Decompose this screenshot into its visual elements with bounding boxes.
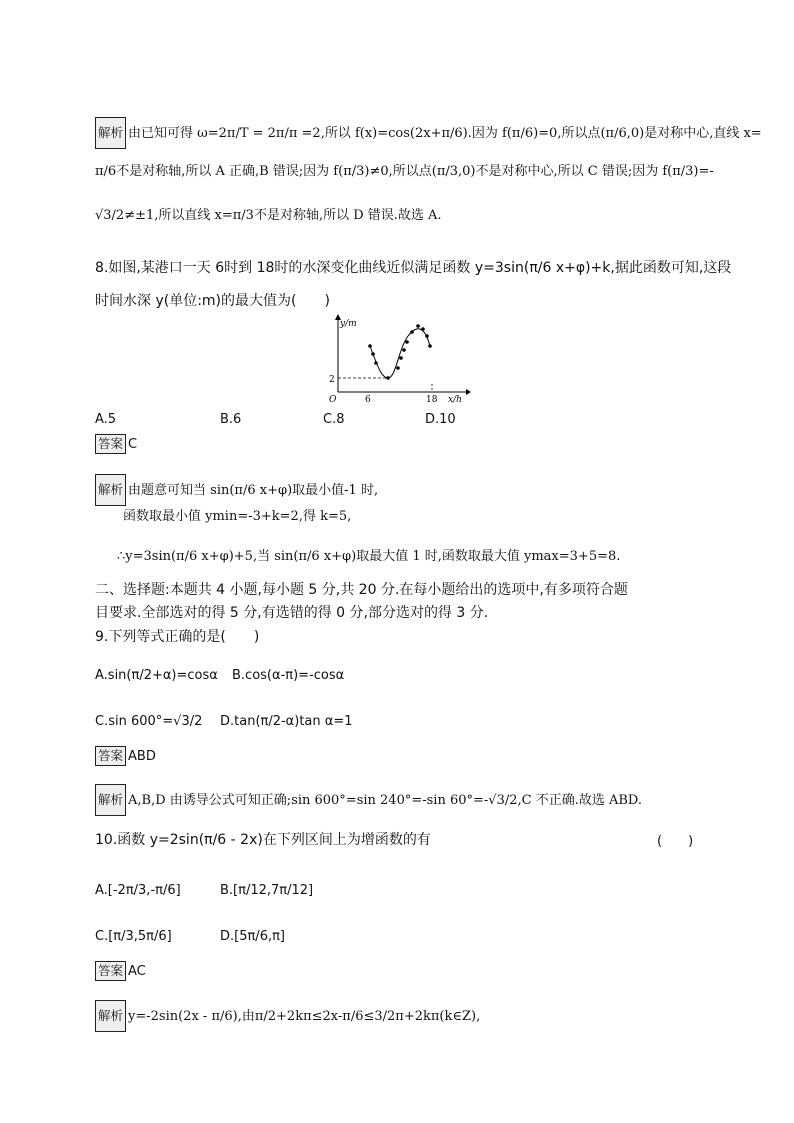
depth-curve	[370, 329, 430, 378]
analysis-tag: 解析	[95, 784, 126, 816]
analysis-tag: 解析	[95, 117, 126, 149]
curve-point	[399, 356, 403, 360]
q10-solution: 解析 y=-2sin(2x - π/6),由π/2+2kπ≤2x-π/6≤3/2π+2kπ(k∈Z),	[95, 1000, 480, 1032]
analysis-tag: 解析	[95, 474, 126, 506]
water-depth-graph	[326, 312, 471, 404]
q8-option-c: C.8	[323, 412, 345, 427]
q10-option-c: C.[π/3,5π/6]	[95, 929, 172, 944]
curve-point	[405, 340, 409, 344]
x-tick-label-18: 18	[426, 395, 438, 404]
curve-point	[371, 352, 375, 356]
curve-point	[396, 366, 400, 370]
curve-point	[421, 327, 425, 331]
analysis-tag: 解析	[95, 1000, 126, 1032]
q8-option-b: B.6	[220, 412, 242, 427]
q10-answer: 答案 AC	[95, 961, 146, 982]
q9-option-c: C.sin 600°=√3/2	[95, 714, 203, 729]
q9-option-d: D.tan(π/2-α)tan α=1	[220, 714, 353, 729]
section2-header-line1: 二、选择题:本题共 4 小题,每小题 5 分,共 20 分.在每小题给出的选项中,有多项符合题	[95, 582, 628, 598]
x-axis-label: x/h	[448, 395, 462, 404]
curve-point	[428, 344, 432, 348]
q8-sol-line1: 解析 由题意可知当 sin(π/6 x+φ)取最小值-1 时,	[95, 474, 378, 506]
curve-point	[425, 334, 429, 338]
q9-solution: 解析 A,B,D 由诱导公式可知正确;sin 600°=sin 240°=-sin 60°=-√3/2,C 不正确.故选 ABD.	[95, 784, 642, 816]
x-tick-label-6: 6	[365, 395, 371, 404]
q8-option-d: D.10	[425, 412, 456, 427]
q8-sol-line2: 函数取最小值 ymin=-3+k=2,得 k=5,	[123, 509, 352, 524]
y-tick-label: 2	[329, 375, 335, 385]
q10-stem: 10.函数 y=2sin(π/6 - 2x)在下列区间上为增函数的有	[95, 832, 431, 848]
origin-label: O	[329, 395, 337, 404]
sol7-line2: π/6不是对称轴,所以 A 正确,B 错误;因为 f(π/3)≠0,所以点(π/3,0)不是对称中心,所以 C 错误;因为 f(π/3)=-	[95, 164, 714, 179]
x-axis-arrow	[466, 389, 471, 395]
q9-stem: 9.下列等式正确的是( )	[95, 629, 260, 645]
y-axis-label: y/m	[340, 319, 357, 329]
q9-answer: 答案 ABD	[95, 746, 156, 767]
curve-point	[374, 361, 378, 365]
q8-stem-line2: 时间水深 y(单位:m)的最大值为( )	[95, 293, 330, 309]
q8-option-a: A.5	[95, 412, 117, 427]
q8-sol-line3: ∴y=3sin(π/6 x+φ)+5,当 sin(π/6 x+φ)取最大值 1 时,函数取最大值 ymax=3+5=8.	[117, 549, 621, 564]
curve-point	[386, 376, 390, 380]
sol7-line1: 解析 由已知可得 ω=2π/T = 2π/π =2,所以 f(x)=cos(2x+π/6).因为 f(π/6)=0,所以点(π/6,0)是对称中心,直线 x=	[95, 117, 762, 149]
answer-tag: 答案	[95, 961, 126, 981]
q8-stem-line1: 8.如图,某港口一天 6时到 18时的水深变化曲线近似满足函数 y=3sin(π/6 x+φ)+k,据此函数可知,这段	[95, 260, 732, 276]
curve-point	[368, 344, 372, 348]
q9-option-a: A.sin(π/2+α)=cosα	[95, 668, 218, 683]
section2-header-line2: 目要求.全部选对的得 5 分,有选错的得 0 分,部分选对的得 3 分.	[95, 605, 489, 621]
q10-option-b: B.[π/12,7π/12]	[220, 883, 314, 898]
curve-point	[402, 348, 406, 352]
curve-point	[410, 330, 414, 334]
answer-tag: 答案	[95, 434, 126, 454]
answer-tag: 答案	[95, 746, 126, 766]
q10-option-a: A.[-2π/3,-π/6]	[95, 883, 181, 898]
q10-option-d: D.[5π/6,π]	[220, 929, 285, 944]
q10-answer-paren: ( )	[657, 834, 694, 849]
curve-point	[416, 324, 420, 328]
q9-option-b: B.cos(α-π)=-cosα	[232, 668, 345, 683]
curve-points	[368, 324, 432, 380]
sol7-line3: √3/2≠±1,所以直线 x=π/3不是对称轴,所以 D 错误.故选 A.	[95, 208, 442, 223]
q8-answer: 答案 C	[95, 434, 137, 455]
